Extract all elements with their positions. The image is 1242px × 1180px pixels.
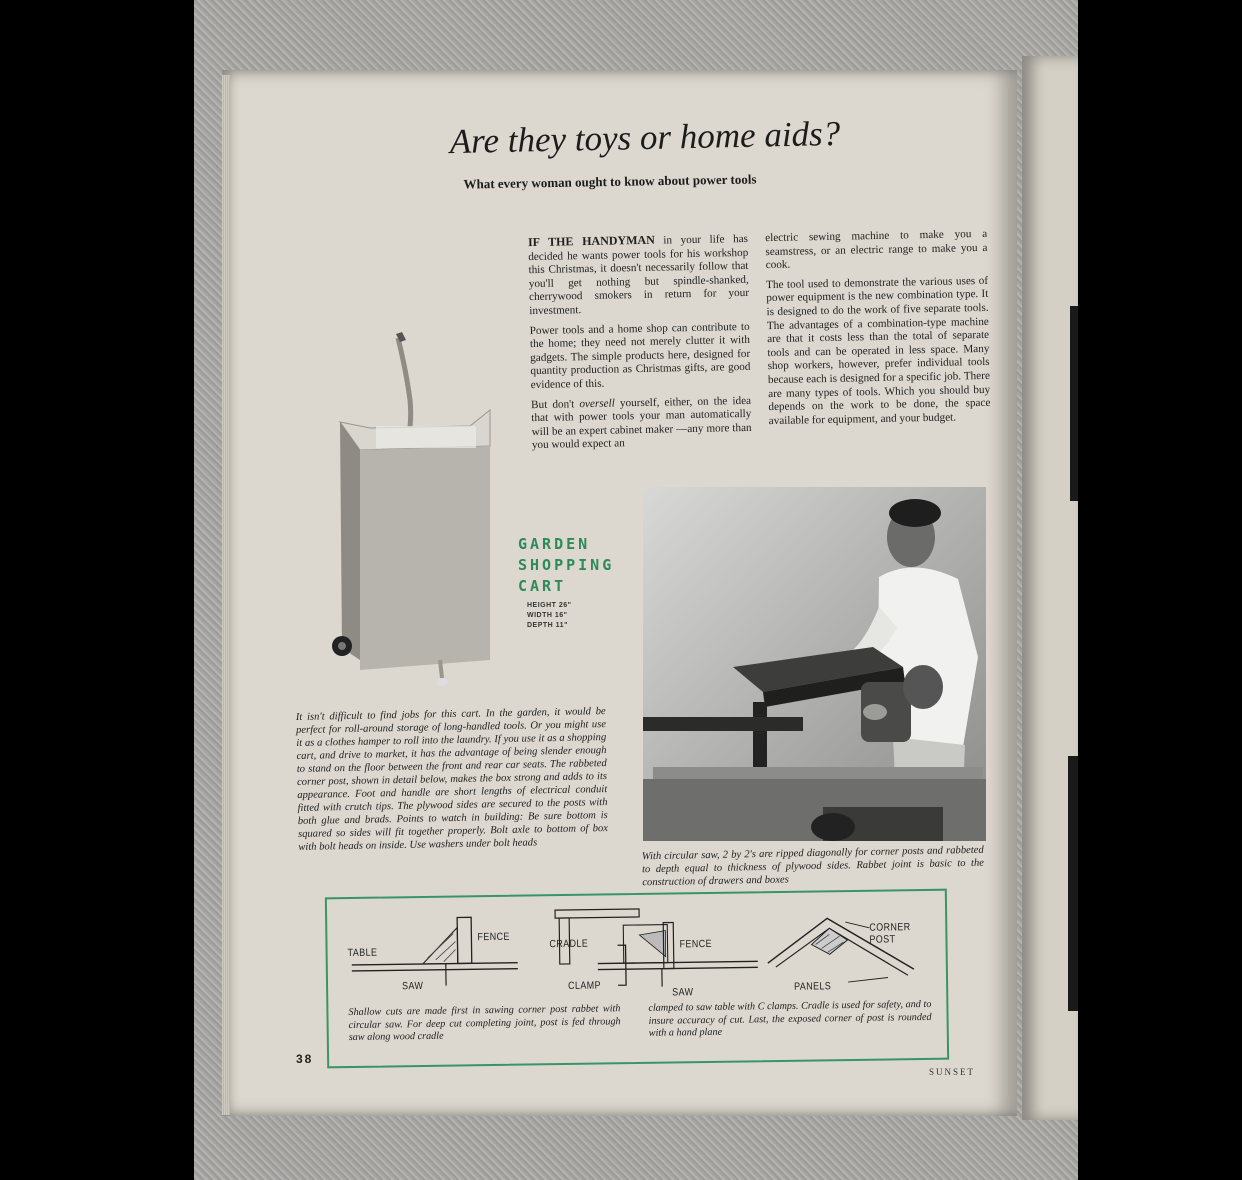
p3-start: But don't	[531, 397, 580, 411]
article-column-2	[765, 228, 991, 435]
diagram-caption-right: clamped to saw table with C clamps. Cradle is used for safety, and to insure accuracy of cut. Last, the exposed corner of post is rounded with a hand plane	[648, 998, 932, 1039]
article-subtitle: What every woman ought to know about power tools	[463, 171, 757, 192]
cart-height: HEIGHT 26"	[527, 602, 572, 609]
p3-emphasis: oversell	[579, 397, 615, 410]
lead-in: IF THE HANDYMAN	[527, 232, 655, 250]
workshop-photo-illustration	[643, 487, 986, 841]
shopping-cart-photo	[330, 330, 510, 690]
paragraph-2: Power tools and a home shop can contribute to the home; they need not merely clutter it with gadgets. The simple products here, designed for quantity production as Christmas gifts, are good evidence of this.	[529, 320, 751, 392]
cart-caption: It isn't difficult to find jobs for this cart. In the garden, it would be perfect for roll-around storage of long-handled tools. Or you might use it as a clothes hamper to roll into the laundry. If you use it as a shopping cart, and drive to market, it has the advantage of being slender enough to stand on the floor between the front and rear car seats. The rabbeted corner post, shown in detail below, makes the box strong and adds to its appearance. Foot and handle are short lengths of electrical conduit fitted with crutch tips. The plywood sides are secured to the posts with both glue and brads. Points to watch in building: Be sure bottom is squared so sides will fit together properly. Bolt axle to bottom of box with bolt heads on inside. Use washers under bolt heads	[295, 706, 609, 853]
facing-page	[1022, 56, 1078, 1120]
cart-heading-line-2: SHOPPING	[518, 556, 615, 574]
cart-heading	[518, 534, 614, 597]
cart-heading-line-1: GARDEN	[518, 535, 591, 553]
label-table: TABLE	[347, 946, 378, 960]
page-edge	[222, 75, 230, 1115]
label-saw-1: SAW	[402, 979, 424, 993]
paragraph-5: The tool used to demonstrate the various uses of power equipment is the new combination type. It is designed to do the work of five separate tools. The advantages of a combination-type machine are that it costs less than the total of separate tools and can be operated in less space. Many shop workers, however, prefer individual tools because each is designed for a specific job. There are many types of tools. Which you should buy depends on the work to be done, the space available for equipment, and your budget.	[765, 274, 991, 427]
magazine-name: SUNSET	[929, 1067, 976, 1077]
paragraph-intro	[528, 232, 750, 319]
page-number: 38	[296, 1052, 314, 1066]
diagram-box	[325, 889, 949, 1069]
photo-caption: With circular saw, 2 by 2's are ripped diagonally for corner posts and rabbeted to depth equal to thickness of plywood sides. Rabbet joint is basic to the construction of drawers and boxes	[641, 844, 985, 889]
paragraph-3	[531, 394, 752, 453]
cart-depth: DEPTH 11"	[527, 622, 568, 629]
facing-photo-2	[1068, 756, 1078, 1011]
workshop-photo	[643, 487, 986, 841]
paragraph-4: electric sewing machine to make you a seamstress, or an electric range to make you a cook.	[765, 227, 988, 272]
article-column-1	[528, 232, 752, 459]
cart-heading-line-3: CART	[518, 577, 567, 595]
cart-dimensions	[527, 601, 572, 631]
label-panels: PANELS	[794, 980, 832, 993]
facing-photo-1	[1070, 306, 1078, 501]
label-cradle: CRADLE	[549, 937, 589, 951]
diagram-caption-left: Shallow cuts are made first in sawing corner post rabbet with circular saw. For deep cut completing joint, post is fed through saw along wood cradle	[348, 1003, 621, 1044]
p3-end: yourself, either, on the idea that with power tools your man automatically will be an expert cabinet maker —any more than you would expect an	[531, 394, 752, 452]
label-clamp: CLAMP	[568, 979, 602, 992]
label-fence-1: FENCE	[477, 930, 510, 944]
label-fence-2: FENCE	[679, 937, 712, 951]
intro-text: in your life has decided he wants power tools for his workshop this Christmas, it doesn't necessarily follow that you'll get nothing but spindle-shanked, cherrywood smokers in return for your investment.	[528, 232, 750, 318]
label-saw-2: SAW	[672, 986, 694, 999]
cart-width: WIDTH 16"	[527, 612, 568, 619]
article-title: Are they toys or home aids?	[449, 113, 841, 162]
label-corner-post: CORNER POST	[869, 921, 911, 946]
